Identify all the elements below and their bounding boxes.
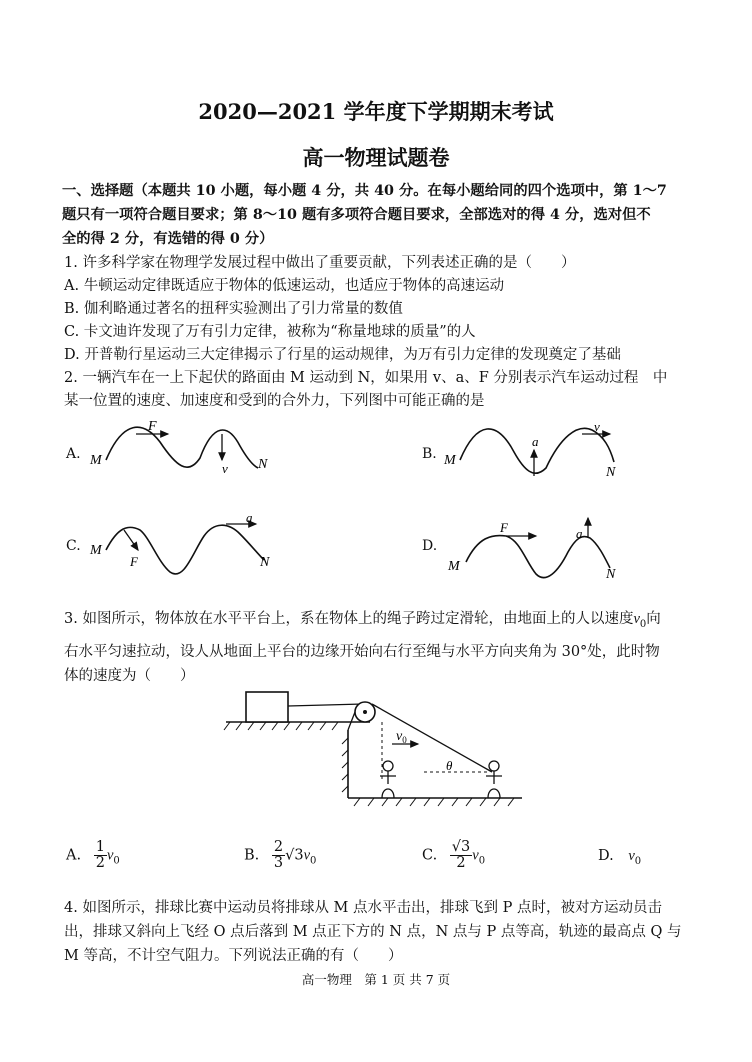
section-instructions-3: 全的得 2 分，有选错的得 0 分） — [62, 231, 274, 247]
q1-option-b: B. 伽利略通过著名的扭秤实验测出了引力常量的数值 — [64, 301, 403, 317]
label-m: M — [448, 559, 460, 574]
q2-stem-1: 2. 一辆汽车在一上下起伏的路面由 M 运动到 N，如果用 v、a、F 分别表示汽车运动过程 中 — [64, 370, 668, 386]
q4-stem-1: 4. 如图所示，排球比赛中运动员将排球从 M 点水平击出，排球飞到 P 点时，被对方运动员击 — [64, 900, 662, 916]
q4-stem-3: M 等高，不计空气阻力。下列说法正确的有（ ） — [64, 948, 403, 964]
q2-stem-2: 某一位置的速度、加速度和受到的合外力，下列图中可能正确的是 — [64, 393, 485, 409]
q1-option-d: D. 开普勒行星运动三大定律揭示了行星的运动规律，为万有引力定律的发现奠定了基础 — [64, 347, 621, 363]
label-m: M — [444, 453, 456, 468]
label-a: a — [246, 512, 253, 525]
theta-label: θ — [446, 758, 453, 773]
q2-option-d-label: D. — [422, 538, 438, 554]
label-n: N — [606, 567, 616, 582]
q3-option-a: A. $\frac{1}{2}$ $v_0$ — [66, 839, 120, 872]
q3-option-c: C. $\frac{√3}{2}$ $v_0$ — [422, 839, 486, 872]
label-m: M — [90, 543, 102, 558]
label-n: N — [260, 555, 270, 570]
q1-option-a: A. 牛顿运动定律既适应于物体的低速运动，也适应于物体的高速运动 — [64, 278, 505, 294]
q2-diagram-c — [88, 512, 278, 584]
q2-option-b-label: B. — [422, 446, 437, 462]
label-n: N — [606, 465, 616, 480]
q2-diagram-b — [442, 418, 632, 488]
label-m: M — [90, 453, 102, 468]
q3-option-b: B. $\frac{2}{3}$ $√3v_0$ — [244, 839, 317, 872]
q2-diagram-a — [88, 418, 278, 488]
label-a: a — [576, 526, 583, 541]
q1-option-c: C. 卡文迪许发现了万有引力定律，被称为“称量地球的质量”的人 — [64, 324, 476, 340]
q3-stem-1: 3. 如图所示，物体放在水平平台上，系在物体上的绳子跨过定滑轮，由地面上的人以速度$v_0$向 — [64, 611, 661, 630]
q3-stem-3: 体的速度为（ ） — [64, 668, 195, 684]
q2-option-c-label: C. — [66, 538, 81, 554]
q3-pulley-diagram — [220, 686, 530, 812]
section-instructions-2: 题只有一项符合题目要求；第 8～10 题有多项符合题目要求，全部选对的得 4 分，选对但不 — [62, 207, 651, 223]
label-a: a — [532, 434, 539, 449]
q1-stem: 1. 许多科学家在物理学发展过程中做出了重要贡献，下列表述正确的是（ ） — [64, 255, 576, 271]
label-f: F — [148, 419, 157, 434]
q4-stem-2: 出，排球又斜向上飞经 O 点后落到 M 点正下方的 N 点，N 点与 P 点等高，轨迹的最高点 Q 与 — [64, 924, 682, 940]
v0-label: $v_0$ — [396, 729, 407, 745]
page-footer: 高一物理 第 1 页 共 7 页 — [301, 972, 451, 987]
exam-title: 2020—2021 学年度下学期期末考试 — [198, 99, 554, 124]
q3-option-d: D. $v_0$ — [598, 848, 642, 867]
q2-diagram-d — [442, 512, 632, 584]
section-instructions-1: 一、选择题（本题共 10 小题，每小题 4 分，共 40 分。在每小题给同的四个选项中，第 1～7 — [62, 183, 667, 199]
label-f: F — [500, 520, 508, 535]
label-v: v — [222, 461, 228, 476]
q3-stem-2: 右水平匀速拉动，设人从地面上平台的边缘开始向右行至绳与水平方向夹角为 30°处，此时物 — [64, 644, 660, 660]
label-v: v — [594, 419, 600, 434]
q2-option-a-label: A. — [66, 446, 81, 462]
exam-subtitle: 高一物理试题卷 — [302, 145, 450, 170]
label-f: F — [130, 554, 138, 569]
label-n: N — [258, 457, 268, 472]
